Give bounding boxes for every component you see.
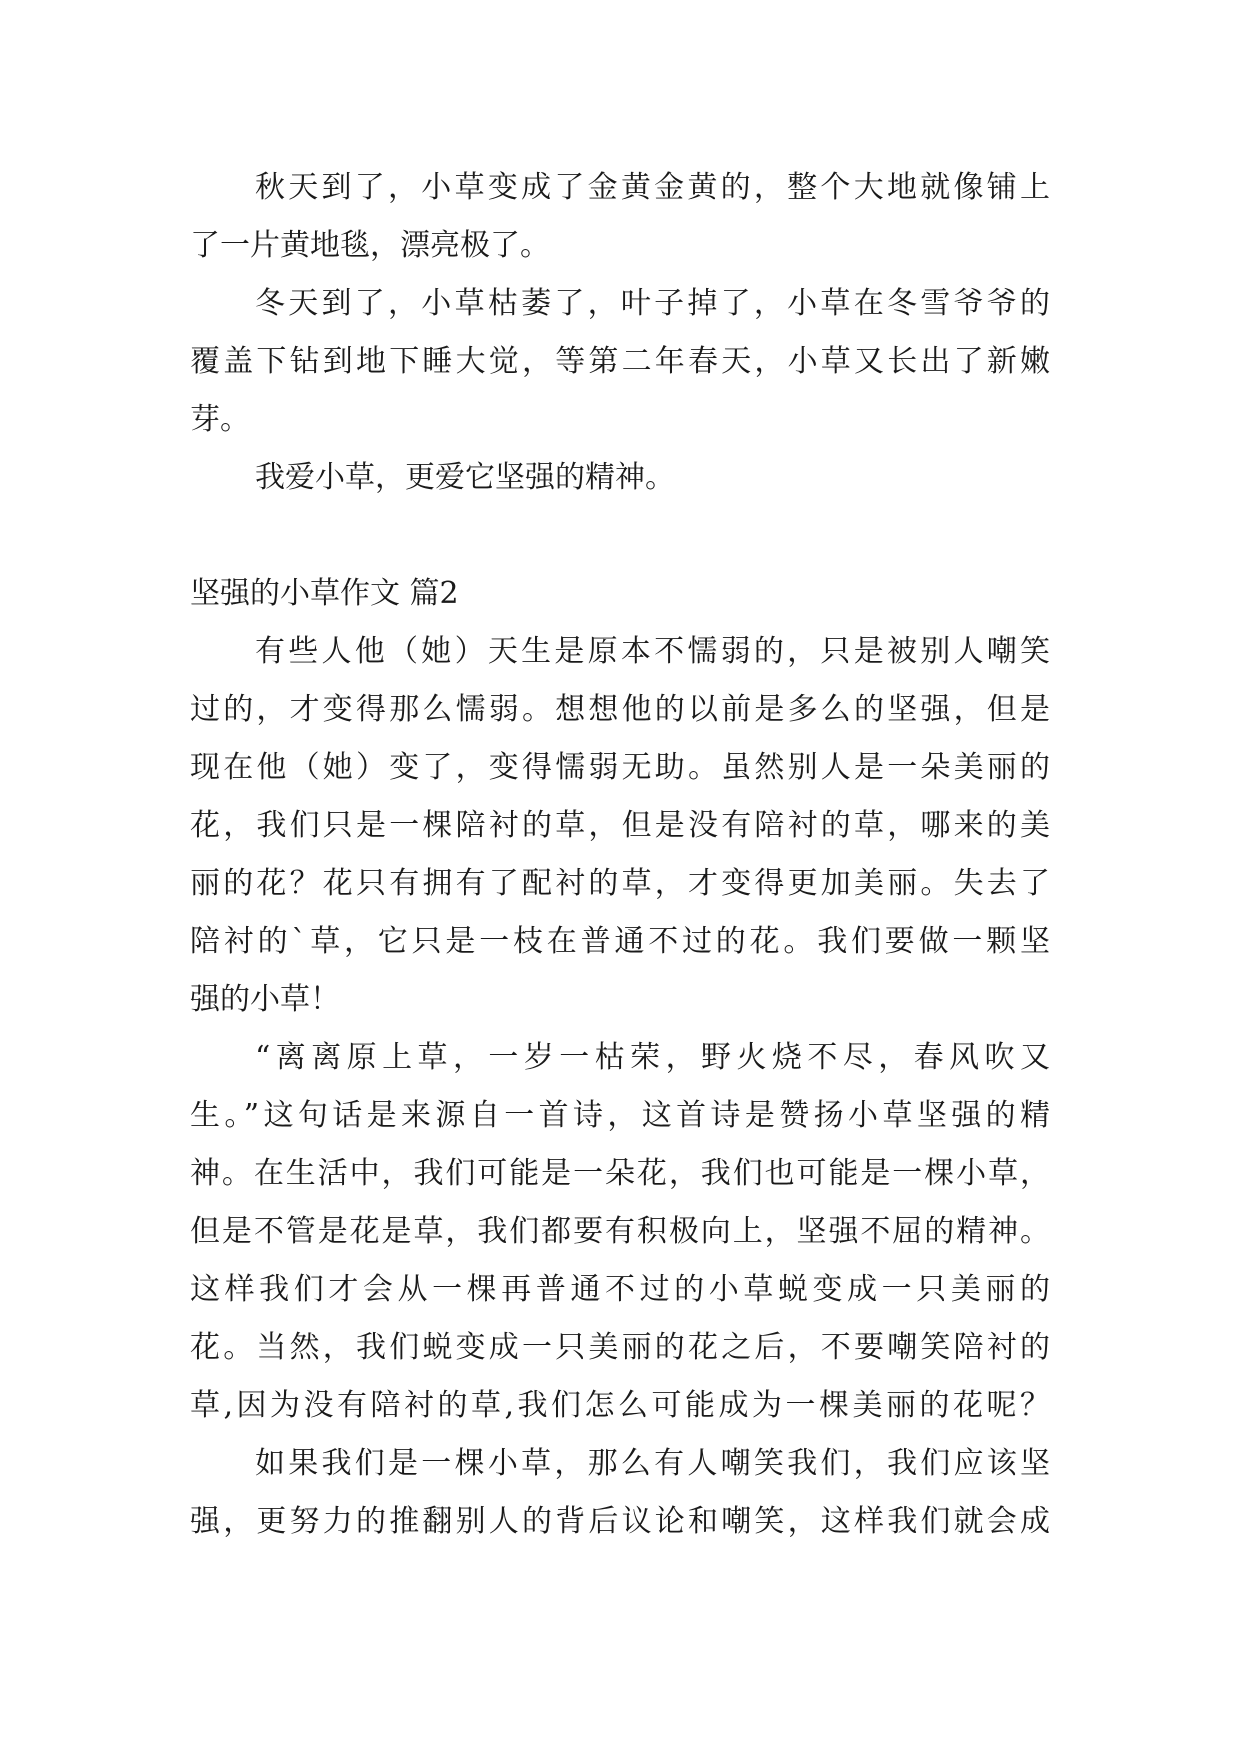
paragraph-2-line-1: 冬天到了，小草枯萎了，叶子掉了，小草在冬雪爷爷的	[255, 286, 1050, 321]
paragraph-3-line-1: 我爱小草，更爱它坚强的精神。	[255, 460, 675, 495]
paragraph-6-line-2: 强，更努力的推翻别人的背后议论和嘲笑，这样我们就会成	[190, 1504, 1050, 1539]
paragraph-1-line-1: 秋天到了，小草变成了金黄金黄的，整个大地就像铺上	[255, 170, 1050, 205]
paragraph-1-line-2: 了一片黄地毯，漂亮极了。	[190, 228, 550, 263]
section-heading: 坚强的小草作文 篇2	[190, 576, 459, 611]
paragraph-5-line-6: 花。当然，我们蜕变成一只美丽的花之后，不要嘲笑陪衬的	[190, 1330, 1050, 1365]
paragraph-2-line-3: 芽。	[190, 402, 250, 437]
paragraph-4-line-1: 有些人他（她）天生是原本不懦弱的，只是被别人嘲笑	[255, 634, 1050, 669]
paragraph-4-line-4: 花，我们只是一棵陪衬的草，但是没有陪衬的草，哪来的美	[190, 808, 1050, 843]
paragraph-4-line-5: 丽的花？花只有拥有了配衬的草，才变得更加美丽。失去了	[190, 866, 1050, 901]
paragraph-5-line-2: 生。”这句话是来源自一首诗，这首诗是赞扬小草坚强的精	[190, 1098, 1050, 1133]
paragraph-5-line-5: 这样我们才会从一棵再普通不过的小草蜕变成一只美丽的	[190, 1272, 1050, 1307]
paragraph-4-line-7: 强的小草！	[190, 982, 340, 1017]
paragraph-5-line-3: 神。在生活中，我们可能是一朵花，我们也可能是一棵小草，	[190, 1156, 1050, 1191]
paragraph-4-line-2: 过的，才变得那么懦弱。想想他的以前是多么的坚强，但是	[190, 692, 1050, 727]
paragraph-5-line-1: “离离原上草，一岁一枯荣，野火烧不尽，春风吹又	[255, 1040, 1050, 1075]
paragraph-5-line-7: 草,因为没有陪衬的草,我们怎么可能成为一棵美丽的花呢？	[190, 1388, 1050, 1423]
paragraph-4-line-6: 陪衬的`草，它只是一枝在普通不过的花。我们要做一颗坚	[190, 924, 1050, 959]
paragraph-6-line-1: 如果我们是一棵小草，那么有人嘲笑我们，我们应该坚	[255, 1446, 1050, 1481]
paragraph-2-line-2: 覆盖下钻到地下睡大觉，等第二年春天，小草又长出了新嫩	[190, 344, 1050, 379]
paragraph-4-line-3: 现在他（她）变了，变得懦弱无助。虽然别人是一朵美丽的	[190, 750, 1050, 785]
paragraph-5-line-4: 但是不管是花是草，我们都要有积极向上，坚强不屈的精神。	[190, 1214, 1050, 1249]
